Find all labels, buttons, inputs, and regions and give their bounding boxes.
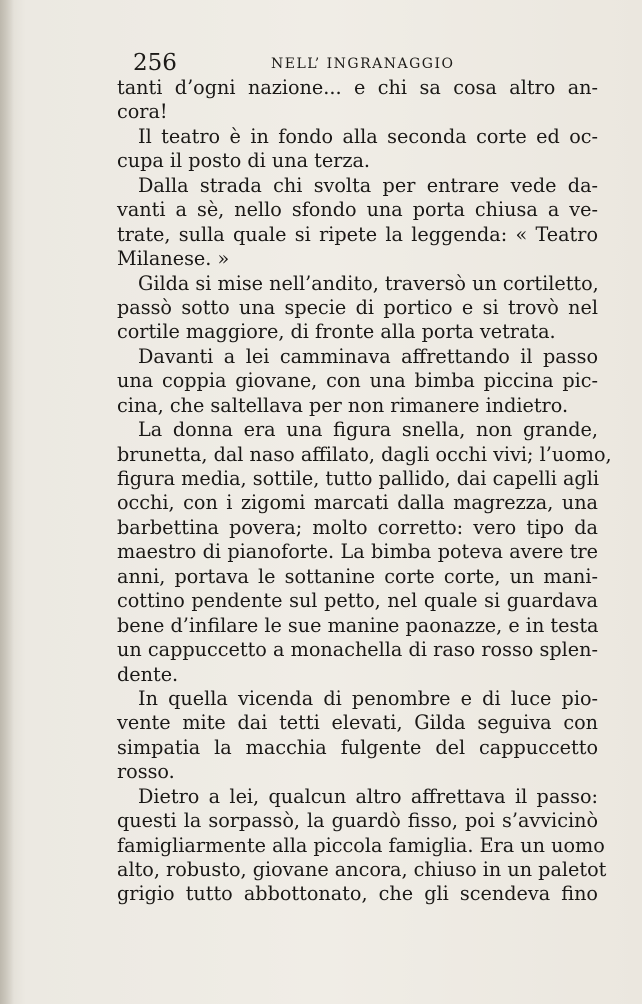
text-line: maestro di pianoforte. La bimba poteva avere tre (117, 540, 598, 564)
text-line: famigliarmente alla piccola famiglia. Era un uomo (117, 833, 605, 857)
text-line: Il teatro è in fondo alla seconda corte ed oc- (138, 124, 598, 148)
text-line: barbettina povera; molto corretto: vero tipo da (117, 515, 598, 539)
text-line: cottino pendente sul petto, nel quale si guardava (117, 589, 598, 613)
text-line: cortile maggiore, di fronte alla porta vetrata. (117, 320, 556, 344)
text-line: rosso. (117, 760, 175, 784)
text-line: figura media, sottile, tutto pallido, dai capelli agli (117, 467, 599, 490)
text-line: La donna era una figura snella, non grande, (138, 418, 598, 442)
text-line: cupa il posto di una terza. (117, 149, 370, 173)
running-head: NELL’ INGRANAGGIO (271, 56, 455, 72)
text-line: un cappuccetto a monachella di raso rosso splen- (117, 638, 598, 662)
page-number: 256 (133, 50, 177, 76)
text-line: vente mite dai tetti elevati, Gilda seguiva con (117, 711, 598, 735)
text-line: una coppia giovane, con una bimba piccina pic- (117, 369, 598, 393)
text-line: brunetta, dal naso affilato, dagli occhi vivi; l’uomo, (117, 442, 612, 466)
text-line: trate, sulla quale si ripete la leggenda: « Teatro (117, 222, 598, 246)
text-line: Milanese. » (117, 247, 230, 271)
page-header (0, 50, 642, 78)
body-text (117, 76, 612, 907)
text-line: cora! (117, 100, 168, 124)
text-line: Dalla strada chi svolta per entrare vede da- (138, 173, 598, 197)
text-line: Davanti a lei camminava affrettando il passo (138, 344, 598, 368)
text-line: vanti a sè, nello sfondo una porta chiusa a ve- (117, 198, 598, 222)
text-line: tanti d’ogni nazione... e chi sa cosa altro an- (117, 76, 598, 99)
text-line: grigio tutto abbottonato, che gli scendeva fino (117, 882, 598, 906)
text-line: Gilda si mise nell’andito, traversò un cortiletto, (138, 271, 599, 295)
text-line: simpatia la macchia fulgente del cappuccetto (117, 735, 598, 759)
text-line: passò sotto una specie di portico e si trovò nel (117, 295, 598, 319)
text-line: Dietro a lei, qualcun altro affrettava il passo: (138, 784, 598, 808)
text-line: In quella vicenda di penombre e di luce pio- (138, 686, 598, 710)
text-line: questi la sorpassò, la guardò fisso, poi s’avvicinò (117, 809, 598, 833)
text-line: alto, robusto, giovane ancora, chiuso in un paletot (117, 858, 607, 881)
text-line: dente. (117, 662, 179, 686)
text-line: cina, che saltellava per non rimanere indietro. (117, 393, 569, 417)
text-line: occhi, con i zigomi marcati dalla magrezza, una (117, 491, 598, 515)
text-line: bene d’infilare le sue manine paonazze, e in testa (117, 613, 599, 637)
text-line: anni, portava le sottanine corte corte, un mani- (117, 564, 598, 588)
spine-shadow (0, 0, 14, 1004)
